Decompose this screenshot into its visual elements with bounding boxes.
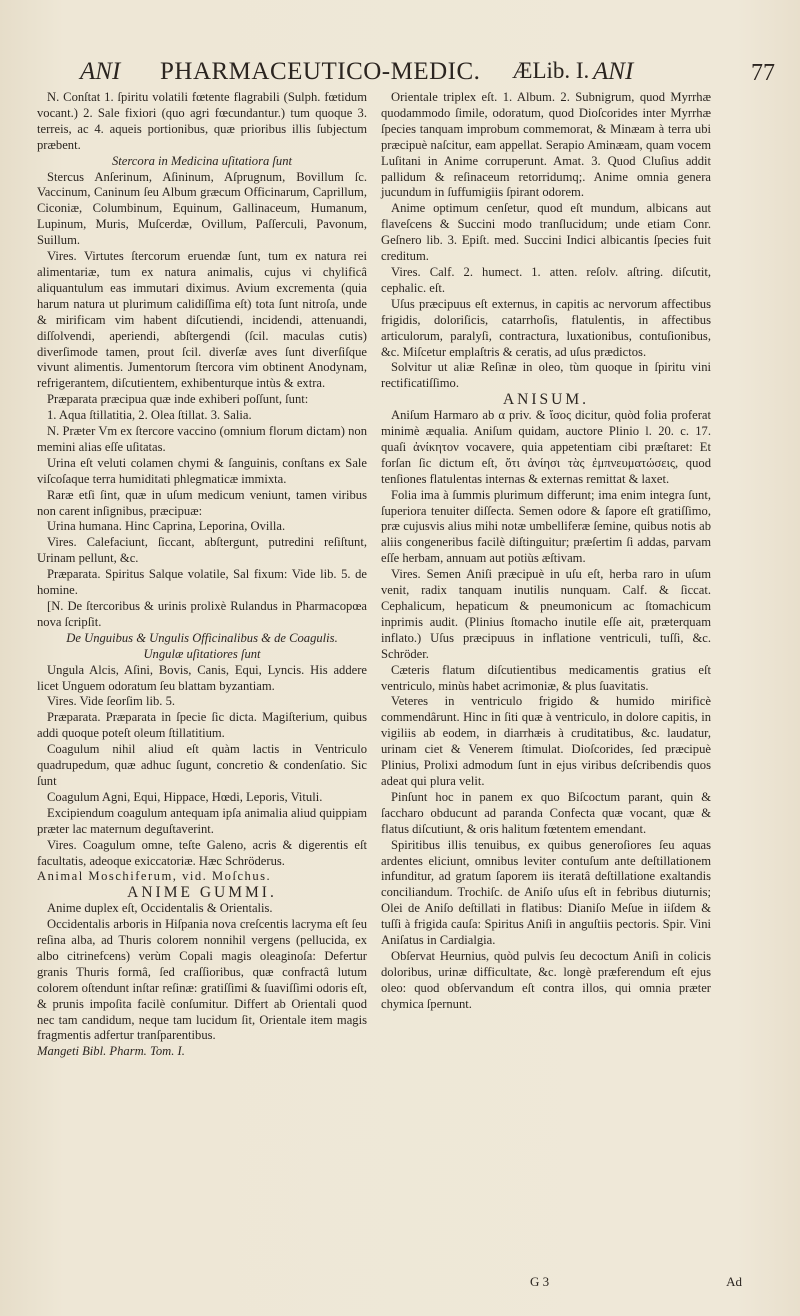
paragraph: Folia ima à ſummis plurimum differunt; ima enim integra ſunt, ſuperiora tenuiter diſſecta. Semen odore & ſapore eſt gratiſſimo, præ cujusvis alius mihi notæ umbelliferæ ſemine, quibus notis ab aliis congeneribus facilè diſtinguitur; præſertim ſi addas, parvam eſſe herbam, annuam aut potiùs æſtivam.: [381, 487, 711, 566]
section-title: ANISUM.: [502, 391, 590, 409]
paragraph: Anime duplex eſt, Occidentalis & Orientalis.: [47, 901, 273, 916]
paragraph: Præparata præcipua quæ inde exhiberi poſſunt, ſunt:: [47, 392, 309, 407]
left-column: [37, 90, 367, 1060]
paragraph: Solvitur ut aliæ Reſinæ in oleo, tùm quoque in ſpiritu vini rectificatiſſimo.: [381, 360, 711, 391]
catchword: Ad: [726, 1274, 742, 1289]
paragraph: Vires. Virtutes ſtercorum eruendæ ſunt, tum ex natura rei alimentariæ, tum ex natura animalis, cujus vi chylificâ aliquantulum eas immutari diximus. Avium excrementa (quia harum natura ut plurimum calidiſſima eſt) tota ſunt nitroſa, unde & mirificam vim habent diſcutiendi, incidendi, attenuandi, diſſolvendi, aperiendi, abſtergendi (ſcil. maculas cutis) diverſimode tamen, prout ſcil. diverſæ aves ſunt diverſiſque vivunt alimentis. Jumentorum ſtercora vim obtinent Anodynam, refrigerantem, diſcutientem, exhibenturque intùs & extra.: [37, 249, 367, 391]
page-footnote: Mangeti Bibl. Pharm. Tom. I.: [37, 1044, 185, 1059]
paragraph: Occidentalis arboris in Hiſpania nova creſcentis lacryma eſt ſeu reſina alba, ad Thuris colorem nonnihil vergens (pellucida, ex albo citrinefcens) verùm Copali magis oleaginoſa: Defertur granis Thuris formâ, ſed craſſioribus, quæ confractâ lutum colorem oſtendunt inſtar reſinæ: gratiſſimi & ſuaviſſimi odoris eſt, & prunis impoſita facilè conſumitur. Differt ab Orientali quod nec tam candidum, neque tam lucidum ſit, Orientale item magis fragmentis adfertur tranſparentibus.: [37, 917, 367, 1043]
paragraph: Vires. Coagulum omne, teſte Galeno, acris & digerentis eſt facultatis, adeoque exiccatoriæ. Hæc Schröderus.: [37, 837, 367, 868]
header-book: ÆLib. I.: [512, 58, 590, 83]
paragraph: Urina eſt veluti colamen chymi & ſanguinis, conſtans ex Sale viſcoſaque terra humiditati phlegmaticæ immixta.: [37, 455, 367, 486]
paragraph: N. Conſtat 1. ſpiritu volatili fœtente flagrabili (Sulph. fœtidum vocant.) 2. Sale fixiori (quo agri fœcundantur.) tum quoque 3. terreis, ac 4. aqueis portionibus, quæ prioribus illis ſubjectum præbent.: [37, 90, 367, 152]
paragraph: Coagulum Agni, Equi, Hippace, Hœdi, Leporis, Vituli.: [47, 789, 323, 804]
paragraph: Vires. Calefaciunt, ſiccant, abſtergunt, putredini reſiſtunt, Urinam pellunt, &c.: [37, 535, 367, 566]
paragraph: Pinſunt hoc in panem ex quo Biſcoctum parant, quin & ſaccharo obducunt ad paranda Confecta quæ vocant, quæ & flatus diſcutiunt, & oris halitum fœtentem emendant.: [381, 789, 711, 836]
right-column: [381, 90, 711, 1013]
paragraph: Orientale triplex eſt. 1. Album. 2. Subnigrum, quod Myrrhæ quodammodo ſimile, odoratum, quod Dioſcorides inter Myrrhæ ſpecies tanquam improbum commemorat, & Minæam à terra ubi præcipuè naſcitur, eam appellat. Serapio Aminæam, quam vocem Luſitani in Anime corruperunt. Amat. 3. Quod Cluſius addit pallidum & reſinaceum retorridumq;. Anime omnia genera jucundum in ſuffumigiis ſpirant odorem.: [381, 90, 711, 200]
paragraph: Excipiendum coagulum antequam ipſa animalia aliud quippiam præter lac maternum deguſtaverint.: [37, 805, 367, 836]
paragraph: Urina humana. Hinc Caprina, Leporina, Ovilla.: [47, 519, 286, 534]
paragraph: Vires. Semen Aniſi præcipuè in uſu eſt, herba raro in uſum venit, radix tanquam inutilis nunquam. Calf. & ſiccat. Cephalicum, hepaticum & pneumonicum ac ſtomachicum inprimis audit. (Plinius ſtomacho inutile eſſe ait, præterquam inflato.) Uſus præcipuus in inflatione ventriculi, tuſſi, &c. Schröder.: [381, 567, 711, 661]
subheading: Stercora in Medicina uſitatiora ſunt: [111, 153, 293, 168]
paragraph: Anime optimum cenſetur, quod eſt mundum, albicans aut flaveſcens & Succini modo tranſlucidum; unde etiam Conr. Geſnero lib. 3. Epiſt. med. Succini Indici albicantis ſpecies fuit creditum.: [381, 201, 711, 264]
paragraph: 1. Aqua ſtillatitia, 2. Olea ſtillat. 3. Salia.: [47, 408, 252, 423]
page-footer: [502, 1274, 770, 1292]
page-number: 77: [751, 60, 775, 86]
paragraph: N. Præter Vm ex ſtercore vaccino (omnium florum dictam) non memini alias eſſe uſitatas.: [37, 424, 367, 454]
paragraph: Ungula Alcis, Aſini, Bovis, Canis, Equi, Lyncis. His addere licet Unguem odoratum ſeu blattam byzantiam.: [37, 662, 367, 693]
paragraph: Aniſum Harmaro ab α priv. & ἴσος dicitur, quòd folia proferat minimè æqualia. Aniſum quidam, auctore Plinio l. 20. c. 17. quaſi ἀνίκητον vocavere, quia appetentiam cibi præſtaret: Et forſan ſic dictum eſt, ὅτι ἀνίησι τὰς ἐμπνευματώσεις, quod tenſiones flatulentas internas & externas remittat & laxet.: [381, 408, 711, 486]
running-header: [80, 58, 775, 86]
subheading: De Unguibus & Ungulis Officinalibus & de Coagulis.: [66, 630, 338, 645]
cross-reference: Animal Moschiferum, vid. Moſchus.: [37, 869, 272, 884]
paragraph: [N. De ſtercoribus & urinis prolixè Rulandus in Pharmacopœa nova ſcripſit.: [37, 599, 367, 629]
section-title: ANIME GUMMI.: [127, 884, 277, 902]
paragraph: Præparata. Præparata in ſpecie ſic dicta. Magiſterium, quibus addi quoque poteſt oleum ſtillatitium.: [37, 710, 367, 741]
paragraph: Obſervat Heurnius, quòd pulvis ſeu decoctum Aniſi in colicis doloribus, urinæ difficultate, &c. longè præferendum eſt ejus oleo: quod obſervandum eſt contra illos, qui omnia præter chymica ſpernunt.: [381, 948, 711, 1011]
paragraph: Uſus præcipuus eſt externus, in capitis ac nervorum affectibus frigidis, doloriſicis, catarrhoſis, flatulentis, in affectibus articulorum, paralyſi, contractura, luxationibus, contuſionibus, &c. Miſcetur emplaſtris & ceratis, ad uſus prædictos.: [381, 296, 711, 359]
paragraph: Vires. Calf. 2. humect. 1. atten. reſolv. aſtring. diſcutit, cephalic. eſt.: [381, 264, 711, 295]
header-left: ANI: [80, 58, 121, 85]
paragraph: Coagulum nihil aliud eſt quàm lactis in Ventriculo quadrupedum, quæ adhuc ſugunt, concretio & condenſatio. Sic ſunt: [37, 742, 367, 788]
paragraph: Præparata. Spiritus Salque volatile, Sal fixum: Vide lib. 5. de homine.: [37, 567, 367, 598]
header-title: PHARMACEUTICO-MEDIC.: [160, 58, 481, 85]
paragraph: Vires. Vide ſeorſim lib. 5.: [47, 694, 176, 709]
paragraph: Cæteris flatum diſcutientibus medicamentis gratius eſt ventriculo, minùs habet acrimoniæ, & plus ſuavitatis.: [381, 662, 711, 693]
signature-mark: G 3: [530, 1274, 550, 1289]
paragraph: Veteres in ventriculo frigido & humido mirificè commendârunt. Hinc in ſiti quæ à ventriculo, in dolore capitis, in vigiliis ab eodem, in diarrhæis à cruditatibus, &c. laudatur, urinam ciet & Venerem ſtimulat. Dioſcorides, ſed præcipuè Plinius, Prolixi admodum ſunt in ejus viribus deſcribendis quos adeat qui plura velit.: [381, 694, 711, 788]
subheading: Ungulæ uſitatiores ſunt: [143, 646, 261, 661]
header-right: ANI: [593, 58, 634, 85]
paragraph: Spiritibus illis tenuibus, ex quibus generoſiores ſeu aquas ardentes eliciunt, omnibus leviter contuſum ante deſtillationem infunditur, ad gratum ſaporem iis iteratâ deſtillatione exaltandis conciliandum. Trochiſc. de Aniſo uſus eſt in febribus diuturnis; Olei de Aniſo deſtillati in flatibus: Dianiſo Meſue in iiſdem & tuſſi à frigida cauſa: Spiritus Aniſi in anguſtiis pectoris. Spir. Vini Aniſatus in Cardialgia.: [381, 837, 711, 948]
paragraph: Stercus Anſerinum, Aſininum, Aſprugnum, Bovillum ſc. Vaccinum, Caninum ſeu Album græcum Officinarum, Caprillum, Ciconiæ, Columbinum, Equinum, Gallinaceum, Humanum, Lupinum, Muris, Muſcerdæ, Ovillum, Paſſerculi, Pavonum, Suillum.: [37, 169, 367, 248]
paragraph: Raræ etſi ſint, quæ in uſum medicum veniunt, tamen viribus non carent inſignibus, præcipuæ:: [37, 487, 367, 518]
